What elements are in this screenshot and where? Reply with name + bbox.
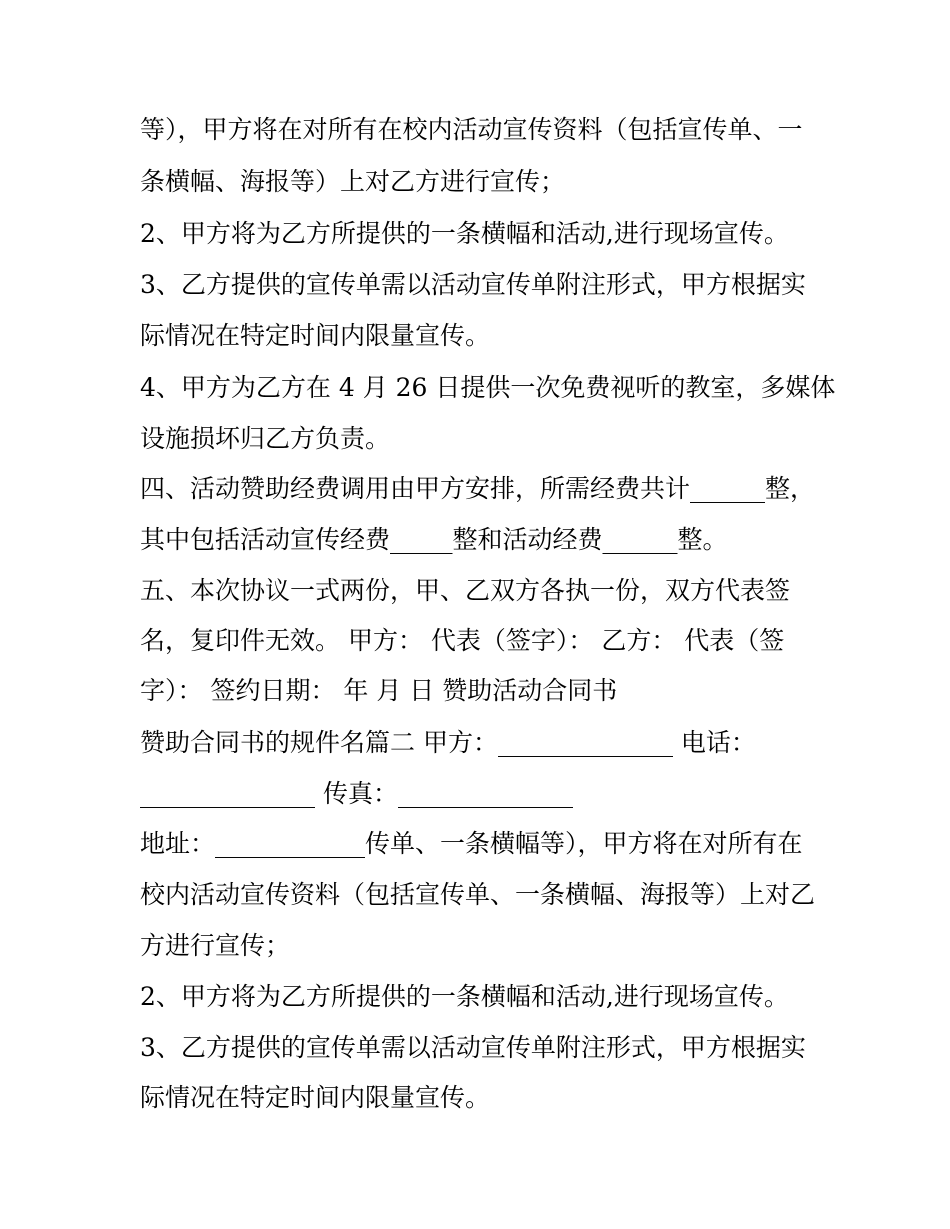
text-line: 其中包括活动宣传经费_____整和活动经费______整。 bbox=[140, 525, 728, 554]
text-line: 3、乙方提供的宣传单需以活动宣传单附注形式，甲方根据实 bbox=[140, 1033, 806, 1062]
text-line: 地址：____________传单、一条横幅等），甲方将在对所有在 bbox=[140, 829, 803, 858]
text-line: 4、甲方为乙方在 4 月 26 日提供一次免费视听的教室，多媒体 bbox=[140, 373, 836, 402]
text-line: 字）： 签约日期： 年 月 日 赞助活动合同书 bbox=[140, 676, 618, 705]
text-line: 3、乙方提供的宣传单需以活动宣传单附注形式，甲方根据实 bbox=[140, 270, 806, 299]
text-line: 校内活动宣传资料（包括宣传单、一条横幅、海报等）上对乙 bbox=[140, 880, 816, 909]
text-line: 际情况在特定时间内限量宣传。 bbox=[140, 1083, 491, 1112]
text-line: ______________ 传真：______________ bbox=[140, 779, 573, 808]
text-line: 等），甲方将在对所有在校内活动宣传资料（包括宣传单、一 bbox=[140, 115, 803, 144]
text-line: 际情况在特定时间内限量宣传。 bbox=[140, 321, 491, 350]
text-line: 赞助合同书的规件名篇二 甲方：______________ 电话： bbox=[140, 728, 756, 757]
text-line: 方进行宣传； bbox=[140, 931, 291, 960]
text-line: 设施损坏归乙方负责。 bbox=[140, 424, 391, 453]
text-line: 五、本次协议一式两份，甲、乙双方各执一份，双方代表签 bbox=[140, 576, 791, 605]
text-line: 四、活动赞助经费调用由甲方安排，所需经费共计______整， bbox=[140, 474, 816, 503]
text-line: 2、甲方将为乙方所提供的一条横幅和活动,进行现场宣传。 bbox=[140, 982, 789, 1011]
text-line: 2、甲方将为乙方所提供的一条横幅和活动,进行现场宣传。 bbox=[140, 219, 789, 248]
text-line: 名，复印件无效。 甲方： 代表（签字）： 乙方： 代表（签 bbox=[140, 626, 785, 655]
text-line: 条横幅、海报等）上对乙方进行宣传； bbox=[140, 167, 566, 196]
